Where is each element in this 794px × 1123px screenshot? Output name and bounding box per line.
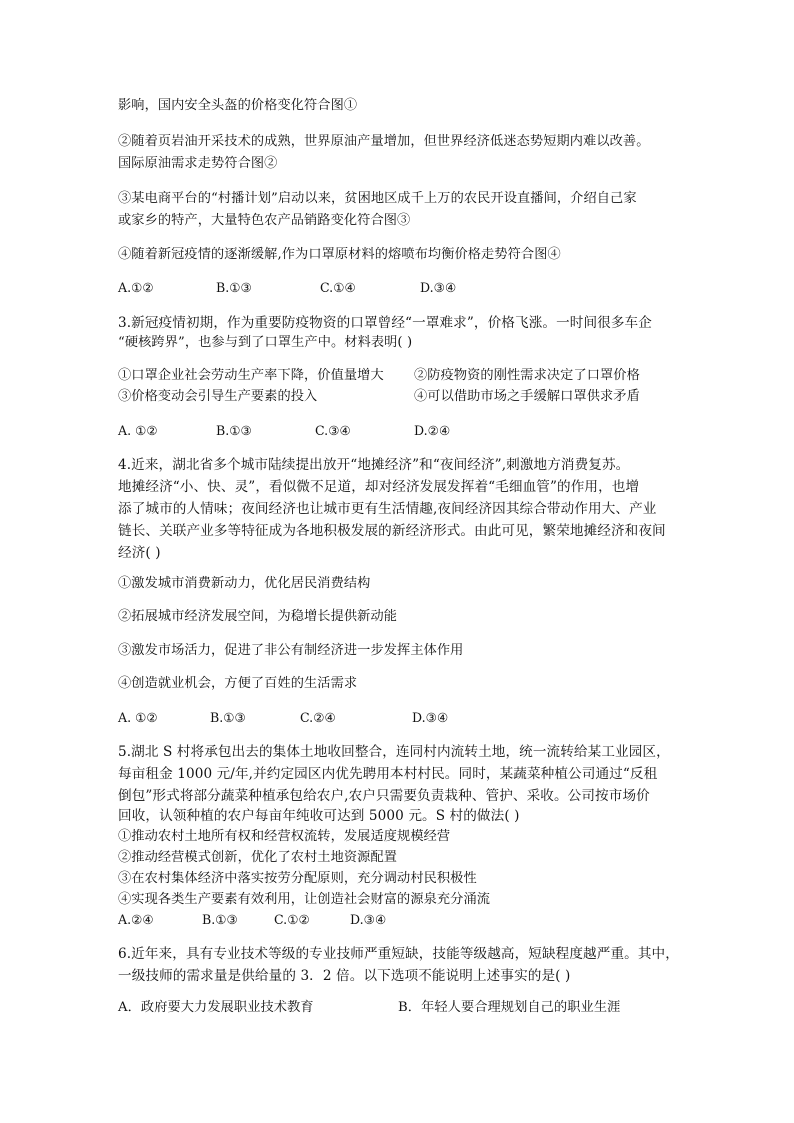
q3-statement-2: ②防疫物资的刚性需求决定了口罩价格: [414, 368, 640, 383]
q2-option-c: C.①④: [320, 280, 356, 295]
q3-option-a: A. ①②: [118, 423, 158, 438]
q5-stem-line1: 5.湖北 S 村将承包出去的集体土地收回整合，连同村内流转土地，统一流转给某工业园区，: [118, 744, 670, 760]
q5-option-d: D.③④: [350, 912, 387, 927]
q3-stem-line1: 3.新冠疫情初期，作为重要防疫物资的口罩曾经“一罩难求”，价格飞涨。一时间很多车企: [118, 315, 652, 331]
q4-stem-line5: 经济( ): [118, 545, 161, 561]
q4-statement-3: ③激发市场活力，促进了非公有制经济进一步发挥主体作用: [118, 643, 464, 658]
q3-statement-3: ③价格变动会引导生产要素的投入: [118, 389, 318, 404]
q6-stem-line1: 6.近年来，具有专业技术等级的专业技师严重短缺，技能等级越高，短缺程度越严重。其中，: [118, 946, 679, 962]
q2-item-3-line2: 或家乡的特产，大量特色农产品销路变化符合图③: [118, 213, 411, 228]
q4-stem-line3: 添了城市的人情味；夜间经济也让城市更有生活情趣,夜间经济因其综合带动作用大、产业: [118, 501, 657, 517]
q5-statement-4: ④实现各类生产要素有效利用，让创造社会财富的源泉充分涌流: [118, 892, 491, 907]
q4-option-b: B.①③: [210, 710, 246, 725]
q3-stem-line2: “硬核跨界”，也参与到了口罩生产中。材料表明( ): [118, 335, 413, 350]
q5-statement-2: ②推动经营模式创新，优化了农村土地资源配置: [118, 850, 398, 865]
q3-option-b: B.①③: [216, 423, 252, 438]
q4-statement-4: ④创造就业机会，方便了百姓的生活需求: [118, 676, 358, 691]
q2-item-2-line1: ②随着页岩油开采技术的成熟，世界原油产量增加，但世界经济低迷态势短期内难以改善。: [118, 134, 650, 149]
q2-item-4: ④随着新冠疫情的逐渐缓解,作为口罩原材料的熔喷布均衡价格走势符合图④: [118, 247, 561, 262]
q5-option-c: C.①②: [274, 912, 310, 927]
q6-stem-line2: 一级技师的需求量是供给量的 3．2 倍。以下选项不能说明上述事实的是( ): [118, 968, 571, 984]
q2-option-a: A.①②: [118, 280, 154, 295]
q4-stem-line1: 4.近来，湖北省多个城市陆续提出放开“地摊经济”和“夜间经济”,刺激地方消费复苏。: [118, 457, 630, 473]
q4-statement-2: ②拓展城市经济发展空间，为稳增长提供新动能: [118, 609, 398, 624]
q3-statement-4: ④可以借助市场之手缓解口罩供求矛盾: [414, 389, 640, 404]
q4-stem-line4: 链长、关联产业多等特征成为各地积极发展的新经济形式。由此可见，繁荣地摊经济和夜间: [118, 523, 666, 539]
q5-statement-1: ①推动农村土地所有权和经营权流转，发展适度规模经营: [118, 829, 451, 844]
q3-statement-1: ①口罩企业社会劳动生产率下降，价值量增大: [118, 368, 384, 383]
q3-option-d: D.②④: [414, 423, 451, 438]
q5-option-b: B.①③: [202, 912, 238, 927]
q5-stem-line2: 每亩租金 1000 元/年,并约定园区内优先聘用本村村民。同时，某蔬菜种植公司通过“反租: [118, 766, 658, 782]
q4-option-c: C.②④: [300, 710, 336, 725]
q4-statement-1: ①激发城市消费新动力，优化居民消费结构: [118, 576, 371, 591]
q2-item-3-line1: ③某电商平台的“村播计划”启动以来，贫困地区成千上万的农民开设直播间，介绍自己家: [118, 191, 637, 206]
q5-statement-3: ③在农村集体经济中落实按劳分配原则，充分调动村民积极性: [118, 871, 477, 886]
q2-item-2-line2: 国际原油需求走势符合图②: [118, 156, 278, 171]
q3-option-c: C.③④: [315, 423, 351, 438]
q2-line: 影响，国内安全头盔的价格变化符合图①: [118, 98, 358, 113]
q2-option-d: D.③④: [420, 280, 457, 295]
q5-stem-line4: 回收，认领种植的农户每亩年纯收可达到 5000 元。S 村的做法( ): [118, 808, 520, 824]
q6-option-a: A．政府要大力发展职业技术教育: [118, 1000, 314, 1015]
q4-option-a: A. ①②: [118, 710, 158, 725]
q6-option-b: B．年轻人要合理规划自己的职业生涯: [398, 1000, 621, 1015]
q4-option-d: D.③④: [412, 710, 449, 725]
q2-option-b: B.①③: [216, 280, 252, 295]
q4-stem-line2: 地摊经济“小、快、灵”，看似微不足道，却对经济发展发挥着“毛细血管”的作用，也增: [118, 479, 640, 495]
q5-stem-line3: 倒包”形式将部分蔬菜种植承包给农户,农户只需要负责栽种、管护、采收。公司按市场价: [118, 788, 650, 804]
q5-option-a: A.②④: [118, 912, 154, 927]
